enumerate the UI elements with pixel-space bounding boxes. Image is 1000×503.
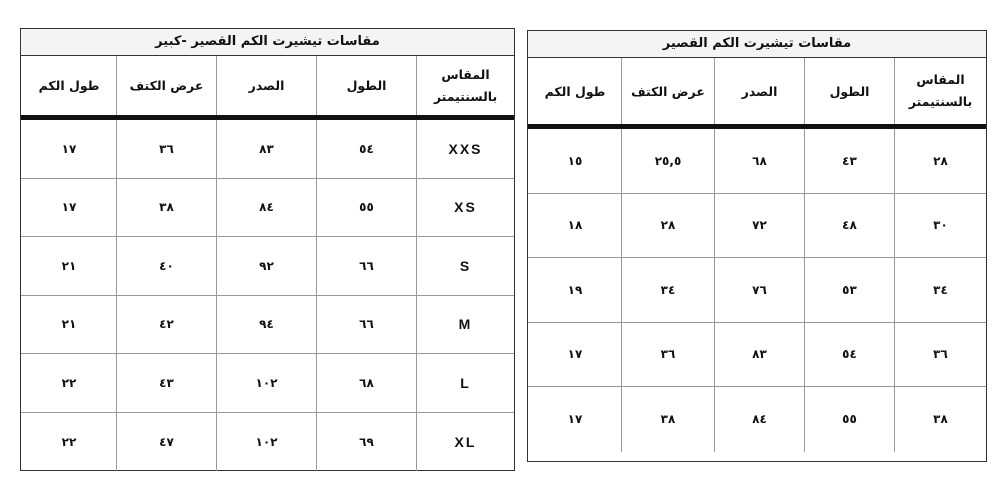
shoulder-cell: ٤٣ <box>116 354 216 412</box>
shoulder-cell: ٣٤ <box>621 258 714 322</box>
sleeve-cell: ١٧ <box>61 141 77 156</box>
length-cell: ٦٦ <box>316 296 416 354</box>
chest-cell: ٧٦ <box>714 258 804 322</box>
sleeve-header: طول الكم <box>38 78 100 93</box>
sleeve-cell: ٢١ <box>61 258 77 273</box>
sleeve-cell: ١٧ <box>567 347 583 362</box>
size-cell: ٢٨ <box>894 129 986 193</box>
table-row <box>21 296 514 355</box>
length-header: الطول <box>804 58 894 124</box>
length-header: الطول <box>316 56 416 115</box>
chest-cell: ٨٤ <box>216 179 316 237</box>
table-row <box>21 120 514 179</box>
size-header-line2: بالسنتيمتر <box>433 88 498 104</box>
shoulder-header: عرض الكتف <box>621 58 714 124</box>
size-cell: ٣٨ <box>894 387 986 452</box>
table-row <box>528 194 986 259</box>
chest-cell: ١٠٢ <box>216 354 316 412</box>
size-cell: ٣٠ <box>894 194 986 258</box>
size-header <box>894 58 986 124</box>
size-header-line1: المقاس <box>916 72 965 87</box>
table-row <box>528 129 986 194</box>
size-header-line1: المقاس <box>441 66 490 82</box>
sleeve-cell: ١٧ <box>61 200 77 215</box>
size-chart-large <box>20 28 515 471</box>
shoulder-cell: ٣٦ <box>621 323 714 387</box>
table-title: مقاسات تيشيرت الكم القصير -كبير <box>21 29 514 56</box>
size-cell: S <box>416 237 514 295</box>
chest-cell: ٧٢ <box>714 194 804 258</box>
header-row <box>528 58 986 129</box>
table-row <box>528 323 986 388</box>
shoulder-cell: ٣٦ <box>116 120 216 178</box>
table-body <box>21 120 514 471</box>
size-cell: L <box>416 354 514 412</box>
sleeve-cell: ٢٢ <box>61 434 77 449</box>
length-cell: ٤٣ <box>804 129 894 193</box>
header-row <box>21 56 514 120</box>
shoulder-cell: ٤٢ <box>116 296 216 354</box>
shoulder-cell: ٣٨ <box>116 179 216 237</box>
shoulder-cell: ٢٥,٥ <box>621 129 714 193</box>
length-cell: ٥٤ <box>804 323 894 387</box>
size-cell: ٣٦ <box>894 323 986 387</box>
shoulder-cell: ٢٨ <box>621 194 714 258</box>
length-cell: ٦٦ <box>316 237 416 295</box>
sleeve-cell: ٢٢ <box>61 375 77 390</box>
chest-header: الصدر <box>216 56 316 115</box>
table-body <box>528 129 986 452</box>
length-cell: ٥٤ <box>316 120 416 178</box>
chest-cell: ٨٤ <box>714 387 804 452</box>
table-row <box>528 258 986 323</box>
chest-cell: ٨٣ <box>714 323 804 387</box>
size-header <box>416 56 514 115</box>
shoulder-cell: ٤٧ <box>116 413 216 472</box>
shoulder-cell: ٤٠ <box>116 237 216 295</box>
table-row <box>21 413 514 472</box>
table-title: مقاسات تيشيرت الكم القصير <box>528 31 986 58</box>
chest-cell: ٨٣ <box>216 120 316 178</box>
length-cell: ٥٣ <box>804 258 894 322</box>
sleeve-cell: ١٥ <box>567 153 583 168</box>
chest-cell: ١٠٢ <box>216 413 316 472</box>
sleeve-cell: ١٩ <box>567 282 583 297</box>
length-cell: ٦٩ <box>316 413 416 472</box>
chest-cell: ٩٤ <box>216 296 316 354</box>
size-cell: XXS <box>416 120 514 178</box>
sleeve-cell: ١٧ <box>567 412 583 427</box>
chest-cell: ٩٢ <box>216 237 316 295</box>
table-row <box>21 354 514 413</box>
shoulder-header: عرض الكتف <box>116 56 216 115</box>
table-row <box>21 237 514 296</box>
size-header-line2: بالسنتيمتر <box>908 94 973 109</box>
sleeve-cell: ٢١ <box>61 317 77 332</box>
size-chart-standard <box>527 30 987 462</box>
size-cell: ٣٤ <box>894 258 986 322</box>
chest-header: الصدر <box>714 58 804 124</box>
length-cell: ٤٨ <box>804 194 894 258</box>
table-row <box>21 179 514 238</box>
length-cell: ٥٥ <box>316 179 416 237</box>
size-cell: M <box>416 296 514 354</box>
shoulder-cell: ٣٨ <box>621 387 714 452</box>
size-cell: XL <box>416 413 514 472</box>
size-cell: XS <box>416 179 514 237</box>
table-row <box>528 387 986 452</box>
chest-cell: ٦٨ <box>714 129 804 193</box>
sleeve-header: طول الكم <box>544 83 606 99</box>
length-cell: ٦٨ <box>316 354 416 412</box>
sleeve-cell: ١٨ <box>567 218 583 233</box>
length-cell: ٥٥ <box>804 387 894 452</box>
